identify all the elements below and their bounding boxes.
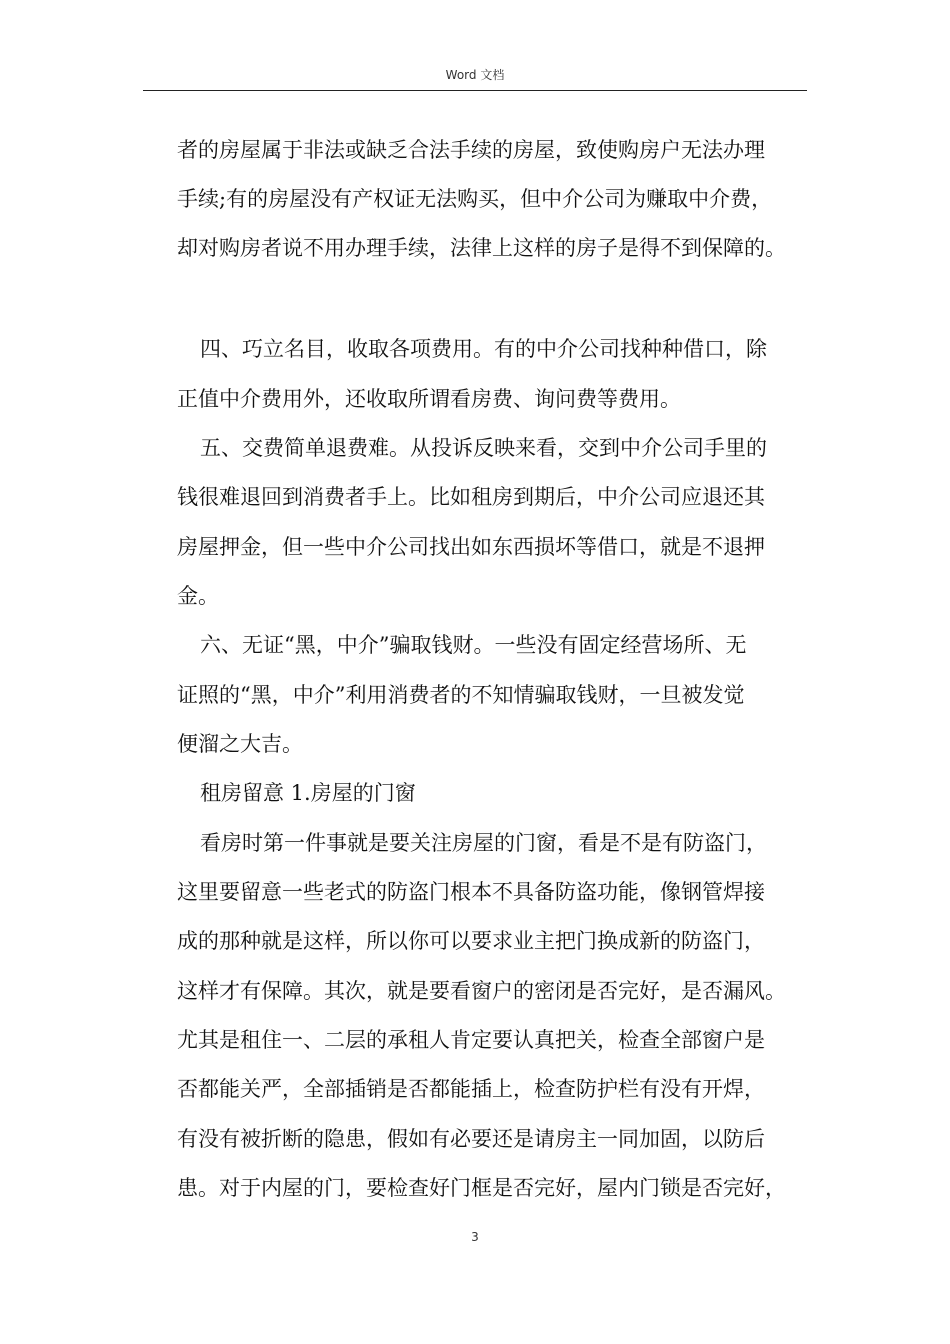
- paragraph-line: 手续;有的房屋没有产权证无法购买，但中介公司为赚取中介费，: [177, 187, 773, 211]
- paragraph-line: 房屋押金，但一些中介公司找出如东西损坏等借口，就是不退押: [177, 535, 765, 559]
- paragraph-line: 五、交费简单退费难。从投诉反映来看，交到中介公司手里的: [200, 436, 767, 460]
- page-number: 3: [471, 1230, 479, 1244]
- header-title: Word 文档: [445, 68, 505, 82]
- paragraph-line: 却对购房者说不用办理手续，法律上这样的房子是得不到保障的。: [177, 236, 786, 260]
- paragraph-line: 患。对于内屋的门，要检查好门框是否完好，屋内门锁是否完好，: [177, 1176, 786, 1200]
- paragraph-line: 这样才有保障。其次，就是要看窗户的密闭是否完好，是否漏风。: [177, 979, 786, 1003]
- paragraph-line: 看房时第一件事就是要关注房屋的门窗，看是不是有防盗门，: [200, 831, 767, 855]
- section-heading: 租房留意 1.房屋的门窗: [200, 781, 416, 805]
- paragraph-line: 四、巧立名目，收取各项费用。有的中介公司找种种借口，除: [200, 337, 767, 361]
- paragraph-line: 金。: [177, 584, 219, 608]
- paragraph-line: 尤其是租住一、二层的承租人肯定要认真把关，检查全部窗户是: [177, 1028, 765, 1052]
- page-header: [143, 64, 807, 91]
- paragraph-line: 有没有被折断的隐患，假如有必要还是请房主一同加固，以防后: [177, 1127, 765, 1151]
- paragraph-line: 便溜之大吉。: [177, 732, 303, 756]
- paragraph-line: 正值中介费用外，还收取所谓看房费、询问费等费用。: [177, 387, 681, 411]
- paragraph-line: 者的房屋属于非法或缺乏合法手续的房屋，致使购房户无法办理: [177, 138, 765, 162]
- paragraph-line: 六、无证“黑，中介”骗取钱财。一些没有固定经营场所、无: [200, 633, 747, 657]
- paragraph-line: 否都能关严，全部插销是否都能插上，检查防护栏有没有开焊，: [177, 1077, 765, 1101]
- paragraph-line: 钱很难退回到消费者手上。比如租房到期后，中介公司应退还其: [177, 485, 765, 509]
- paragraph-line: 成的那种就是这样，所以你可以要求业主把门换成新的防盗门，: [177, 929, 765, 953]
- paragraph-line: 这里要留意一些老式的防盗门根本不具备防盗功能，像钢管焊接: [177, 880, 765, 904]
- paragraph-line: 证照的“黑，中介”利用消费者的不知情骗取钱财，一旦被发觉: [177, 683, 745, 707]
